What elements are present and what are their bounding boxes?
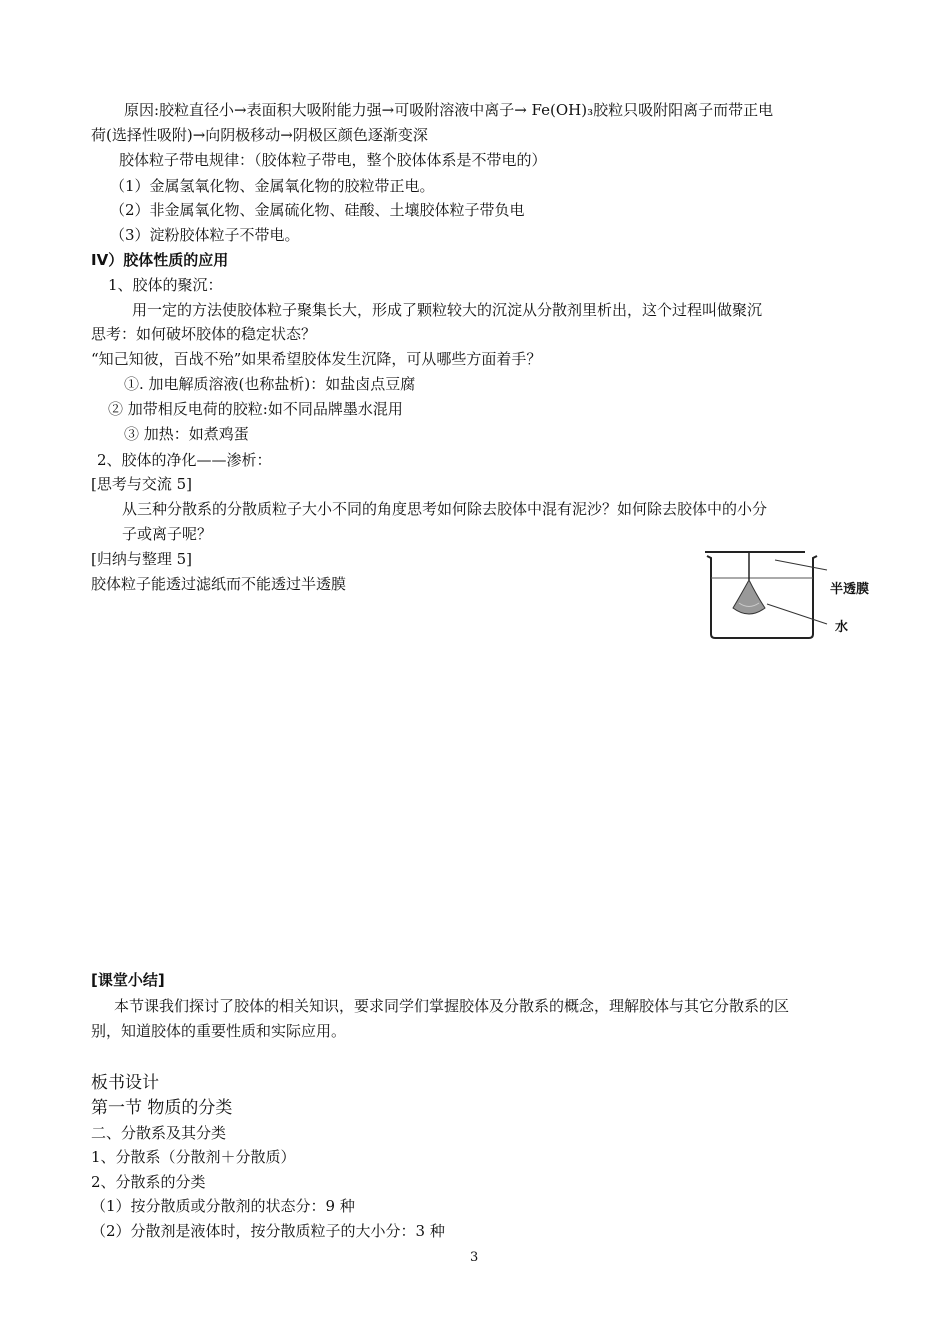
text-line: 1、胶体的聚沉： — [108, 276, 223, 294]
membrane-label: 半透膜 — [830, 582, 870, 597]
text-line: 从三种分散系的分散质粒子大小不同的角度思考如何除去胶体中混有泥沙？如何除去胶体中的小分 — [122, 500, 768, 518]
text-line: 胶体粒子带电规律：（胶体粒子带电，整个胶体体系是不带电的） — [119, 151, 547, 169]
section-heading: [课堂小结] — [91, 971, 165, 989]
text-line: 本节课我们探讨了胶体的相关知识，要求同学们掌握胶体及分散系的概念，理解胶体与其它分散系的区 — [114, 997, 790, 1015]
text-line: 荷(选择性吸附)→向阴极移动→阴极区颜色逐渐变深 — [91, 126, 428, 144]
text-line: ③ 加热：如煮鸡蛋 — [124, 425, 249, 443]
section-heading: IV）胶体性质的应用 — [91, 251, 229, 269]
text-line: （2）分散剂是液体时，按分散质粒子的大小分：3 种 — [91, 1222, 445, 1240]
text-line: 别，知道胶体的重要性质和实际应用。 — [91, 1022, 347, 1040]
lesson-title: 第一节 物质的分类 — [91, 1098, 233, 1118]
text-line: 用一定的方法使胶体粒子聚集长大，形成了颗粒较大的沉淀从分散剂里析出，这个过程叫做聚沉 — [132, 301, 763, 319]
text-line: ② 加带相反电荷的胶粒:如不同品牌墨水混用 — [108, 400, 403, 418]
text-line: 子或离子呢？ — [122, 525, 213, 543]
text-line: [归纳与整理 5] — [91, 550, 193, 568]
page-number: 3 — [470, 1250, 479, 1265]
text-line: 胶体粒子能透过滤纸而不能透过半透膜 — [91, 575, 347, 593]
text-line: 2、分散系的分类 — [91, 1173, 206, 1191]
text-line: （1）金属氢氧化物、金属氧化物的胶粒带正电。 — [110, 177, 435, 195]
text-line: ①. 加电解质溶液(也称盐析)：如盐卤点豆腐 — [124, 375, 416, 393]
text-line: 1、分散系（分散剂＋分散质） — [91, 1148, 296, 1166]
text-line: [思考与交流 5] — [91, 475, 193, 493]
text-line: “知己知彼，百战不殆”如果希望胶体发生沉降，可从哪些方面着手？ — [91, 350, 542, 368]
text-line: 原因:胶粒直径小→表面积大吸附能力强→可吸附溶液中离子→ Fe(OH)₃胶粒只吸附阳离子而带正电 — [124, 101, 774, 119]
water-label: 水 — [835, 620, 849, 635]
text-line: 二、分散系及其分类 — [91, 1124, 227, 1142]
text-line: 2、胶体的净化——渗析： — [97, 451, 272, 469]
text-line: （3）淀粉胶体粒子不带电。 — [110, 226, 300, 244]
text-line: 思考：如何破坏胶体的稳定状态？ — [91, 325, 317, 343]
board-design-title: 板书设计 — [91, 1073, 159, 1093]
dialysis-diagram — [695, 548, 895, 644]
text-line: （1）按分散质或分散剂的状态分：9 种 — [91, 1197, 355, 1215]
text-line: （2）非金属氧化物、金属硫化物、硅酸、土壤胶体粒子带负电 — [110, 201, 525, 219]
